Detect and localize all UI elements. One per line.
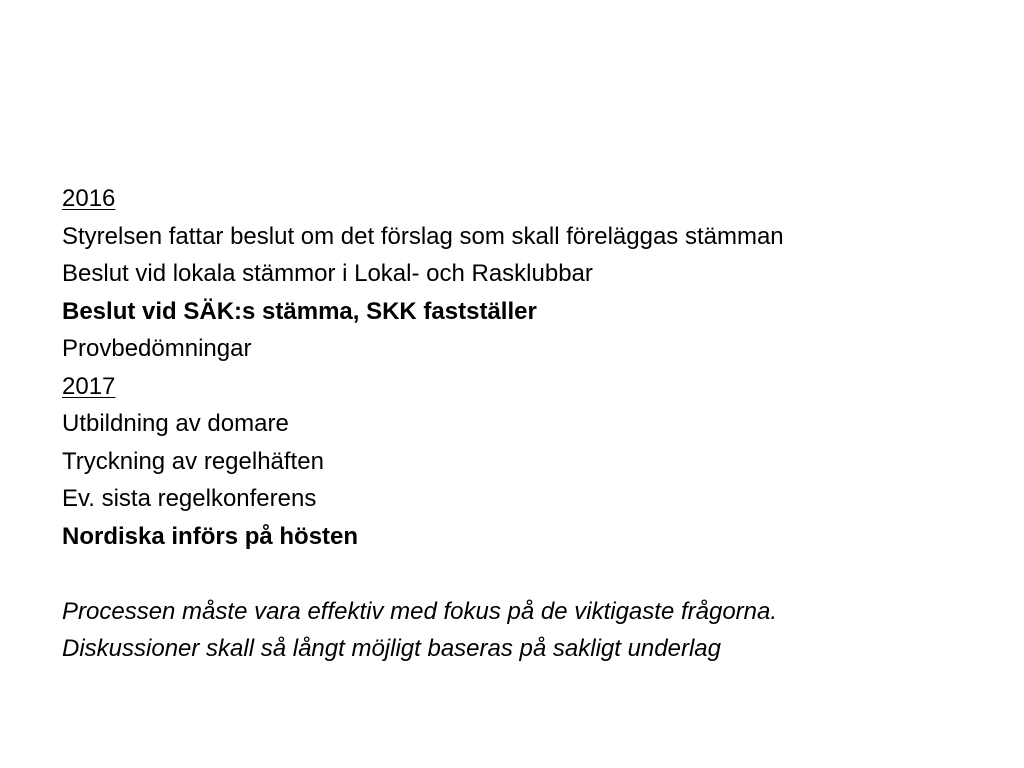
item-tryckning-regelhaften: Tryckning av regelhäften xyxy=(62,447,324,475)
item-lokala-stammor: Beslut vid lokala stämmor i Lokal- och Rasklubbar xyxy=(62,260,593,287)
item-utbildning-domare: Utbildning av domare xyxy=(62,410,289,437)
item-provbedomningar: Provbedömningar xyxy=(62,335,252,362)
spacer xyxy=(62,555,1002,593)
item-nordiska-highlight: Nordiska införs på hösten xyxy=(62,522,359,550)
year-2016-heading: 2016 xyxy=(62,185,116,212)
item-sak-stamma-highlight: Beslut vid SÄK:s stämma, SKK fastställer xyxy=(62,297,537,325)
item-styrelsen-beslut: Styrelsen fattar beslut om det förslag som skall föreläggas stämman xyxy=(62,222,784,250)
note-process-effektiv: Processen måste vara effektiv med fokus på de viktigaste frågorna. xyxy=(62,597,778,625)
item-regelkonferens: Ev. sista regelkonferens xyxy=(62,485,317,512)
note-sakligt-underlag: Diskussioner skall så långt möjligt baseras på sakligt underlag xyxy=(62,635,721,662)
slide-body xyxy=(62,180,1002,668)
year-2017-heading: 2017 xyxy=(62,372,116,400)
